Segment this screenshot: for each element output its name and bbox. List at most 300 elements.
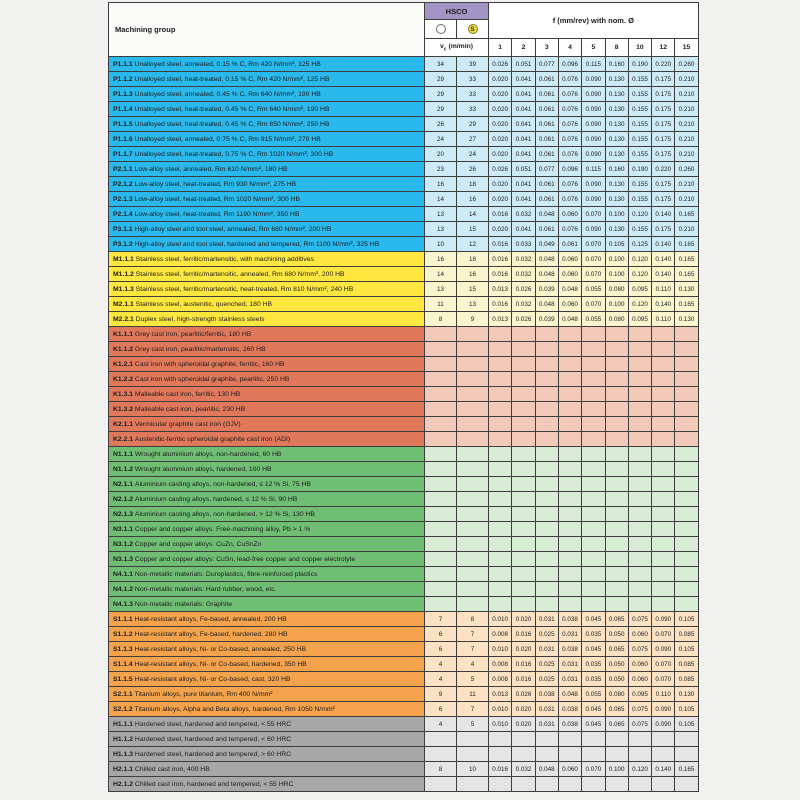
row-desc: Low-alloy steel, heat-treated, Rm 930 N/mm², 275 HB xyxy=(132,180,297,188)
table-row xyxy=(109,102,699,117)
row-desc: Aluminium casting alloys, non-hardened, ≤ 12 % Si, 75 HB xyxy=(133,480,311,488)
table-row xyxy=(109,417,699,432)
f-value: 0.120 xyxy=(628,762,651,777)
f-value: 0.032 xyxy=(512,267,535,282)
vc-circle-value: 14 xyxy=(425,267,457,282)
vc-s-value xyxy=(457,597,489,612)
row-code: N4.1.3 xyxy=(113,600,134,608)
row-desc: Non-metallic materials: Hard rubber, wood, etc. xyxy=(133,585,277,593)
row-code: P1.1.4 xyxy=(113,105,133,113)
f-value: 0.016 xyxy=(489,252,512,267)
f-value: 0.090 xyxy=(582,132,605,147)
f-value: 0.175 xyxy=(652,117,675,132)
f-value: 0.032 xyxy=(512,252,535,267)
vc-circle-value xyxy=(425,372,457,387)
f-value xyxy=(628,777,651,792)
f-value: 0.061 xyxy=(535,117,558,132)
machining-group-cell xyxy=(109,507,425,522)
f-value xyxy=(535,417,558,432)
row-desc: Low-alloy steel, heat-treated, Rm 1020 N/mm², 300 HB xyxy=(132,195,301,203)
machining-group-cell xyxy=(109,342,425,357)
f-value: 0.155 xyxy=(628,192,651,207)
f-value xyxy=(582,327,605,342)
row-desc: Aluminium casting alloys, hardened, ≤ 12 % Si, 90 HB xyxy=(133,495,298,503)
f-value: 0.050 xyxy=(605,657,628,672)
vc-s-value xyxy=(457,522,489,537)
f-value xyxy=(582,537,605,552)
f-value: 0.220 xyxy=(652,162,675,177)
row-desc: Vermicular graphite cast iron (GJV) xyxy=(133,420,241,428)
f-value xyxy=(512,582,535,597)
row-desc: Unalloyed steel, annealed, 0.75 % C, Rm 915 N/mm², 270 HB xyxy=(132,135,321,143)
row-desc: Wrought aluminium alloys, hardened, 100 HB xyxy=(133,465,272,473)
f-value: 0.010 xyxy=(489,717,512,732)
f-value: 0.140 xyxy=(652,762,675,777)
f-value: 0.061 xyxy=(535,177,558,192)
f-value: 0.105 xyxy=(675,702,698,717)
f-value: 0.130 xyxy=(605,87,628,102)
f-value: 0.061 xyxy=(558,237,581,252)
f-value xyxy=(558,432,581,447)
f-value: 0.020 xyxy=(512,717,535,732)
f-value: 0.060 xyxy=(558,267,581,282)
row-code: K2.2.1 xyxy=(113,435,134,443)
row-code: N2.1.3 xyxy=(113,510,134,518)
vc-s-value xyxy=(457,582,489,597)
f-value: 0.210 xyxy=(675,177,698,192)
f-value: 0.061 xyxy=(535,147,558,162)
row-code: M2.1.1 xyxy=(113,300,134,308)
table-row xyxy=(109,612,699,627)
f-value: 0.041 xyxy=(512,147,535,162)
f-value xyxy=(628,402,651,417)
f-value: 0.130 xyxy=(605,192,628,207)
f-value: 0.065 xyxy=(605,717,628,732)
f-value: 0.041 xyxy=(512,177,535,192)
f-value: 0.095 xyxy=(628,312,651,327)
f-value: 0.061 xyxy=(535,72,558,87)
table-header xyxy=(109,3,699,57)
f-value xyxy=(558,447,581,462)
f-value xyxy=(675,372,698,387)
table-row xyxy=(109,477,699,492)
row-desc: Unalloyed steel, heat-treated, 0.75 % C, Rm 1020 N/mm², 300 HB xyxy=(132,150,334,158)
table-row xyxy=(109,87,699,102)
f-value xyxy=(605,777,628,792)
row-code: N1.1.2 xyxy=(113,465,134,473)
machining-group-cell xyxy=(109,477,425,492)
f-value: 0.155 xyxy=(628,132,651,147)
f-value xyxy=(535,747,558,762)
vc-s-value xyxy=(457,537,489,552)
f-value xyxy=(582,492,605,507)
f-value xyxy=(605,462,628,477)
f-value: 0.155 xyxy=(628,102,651,117)
f-value xyxy=(558,537,581,552)
f-value xyxy=(675,432,698,447)
f-value: 0.008 xyxy=(489,627,512,642)
machining-group-cell xyxy=(109,192,425,207)
vc-circle-value: 34 xyxy=(425,57,457,72)
f-value xyxy=(535,522,558,537)
row-code: K1.3.1 xyxy=(113,390,134,398)
f-value: 0.096 xyxy=(558,57,581,72)
vc-circle-value: 4 xyxy=(425,657,457,672)
f-value: 0.041 xyxy=(512,192,535,207)
f-value xyxy=(535,402,558,417)
f-value xyxy=(582,552,605,567)
f-value xyxy=(582,357,605,372)
f-value: 0.010 xyxy=(489,612,512,627)
f-value: 0.048 xyxy=(535,252,558,267)
f-value: 0.048 xyxy=(558,282,581,297)
f-value: 0.016 xyxy=(489,207,512,222)
f-value: 0.026 xyxy=(489,57,512,72)
f-value: 0.048 xyxy=(558,312,581,327)
f-value xyxy=(535,507,558,522)
f-value: 0.070 xyxy=(582,207,605,222)
row-desc: Stainless steel, austenitic, quenched, 180 HB xyxy=(133,300,273,308)
vc-s-value xyxy=(457,387,489,402)
vc-circle-value xyxy=(425,582,457,597)
f-value: 0.175 xyxy=(652,87,675,102)
vc-circle-value: 13 xyxy=(425,222,457,237)
f-value xyxy=(512,507,535,522)
f-value: 0.038 xyxy=(558,642,581,657)
machining-group-cell xyxy=(109,777,425,792)
vc-circle-value xyxy=(425,522,457,537)
machining-group-cell xyxy=(109,522,425,537)
f-value: 0.076 xyxy=(558,72,581,87)
f-value xyxy=(652,537,675,552)
f-value: 0.076 xyxy=(558,102,581,117)
row-code: K1.3.2 xyxy=(113,405,134,413)
f-value: 0.090 xyxy=(652,612,675,627)
f-value xyxy=(512,447,535,462)
f-value: 0.038 xyxy=(558,717,581,732)
diameter-header-8: 8 xyxy=(605,39,628,57)
row-desc: Chilled cast iron, 400 HB xyxy=(133,765,210,773)
row-desc: Wrought aluminium alloys, non-hardened, 60 HB xyxy=(133,450,282,458)
f-value xyxy=(605,597,628,612)
table-row xyxy=(109,387,699,402)
f-value: 0.130 xyxy=(675,687,698,702)
f-value: 0.090 xyxy=(582,192,605,207)
f-value xyxy=(535,777,558,792)
f-value xyxy=(535,342,558,357)
f-value: 0.039 xyxy=(535,312,558,327)
row-code: P1.1.3 xyxy=(113,90,133,98)
vc-circle-value: 23 xyxy=(425,162,457,177)
f-value xyxy=(489,387,512,402)
machining-group-cell xyxy=(109,432,425,447)
f-value: 0.076 xyxy=(558,192,581,207)
vc-circle-value: 29 xyxy=(425,87,457,102)
vc-circle-value xyxy=(425,477,457,492)
vc-circle-value xyxy=(425,732,457,747)
f-value: 0.130 xyxy=(605,177,628,192)
f-value: 0.041 xyxy=(512,222,535,237)
f-value xyxy=(558,507,581,522)
row-code: N2.1.1 xyxy=(113,480,134,488)
f-value: 0.041 xyxy=(512,72,535,87)
f-value: 0.085 xyxy=(675,657,698,672)
f-value xyxy=(582,387,605,402)
vc-circle-value: 14 xyxy=(425,192,457,207)
f-value: 0.031 xyxy=(558,672,581,687)
f-value xyxy=(489,342,512,357)
f-value: 0.130 xyxy=(605,132,628,147)
f-value xyxy=(628,597,651,612)
diameter-header-10: 10 xyxy=(628,39,651,57)
vc-s-value xyxy=(457,747,489,762)
f-value xyxy=(558,522,581,537)
table-row xyxy=(109,177,699,192)
f-value: 0.016 xyxy=(489,267,512,282)
table-row xyxy=(109,492,699,507)
f-value: 0.048 xyxy=(535,297,558,312)
f-value: 0.076 xyxy=(558,177,581,192)
machining-group-cell xyxy=(109,237,425,252)
row-desc: Heat-resistant alloys, Ni- or Co-based, hardened, 350 HB xyxy=(132,660,307,668)
f-value: 0.013 xyxy=(489,312,512,327)
f-value: 0.031 xyxy=(535,612,558,627)
vc-s-value xyxy=(457,432,489,447)
row-code: P1.1.1 xyxy=(113,60,133,68)
f-value xyxy=(535,327,558,342)
f-value: 0.130 xyxy=(675,312,698,327)
machining-group-cell xyxy=(109,312,425,327)
f-value: 0.025 xyxy=(535,672,558,687)
machining-group-cell xyxy=(109,282,425,297)
f-value xyxy=(582,507,605,522)
table-row xyxy=(109,687,699,702)
f-value: 0.061 xyxy=(535,132,558,147)
vc-circle-value: 4 xyxy=(425,717,457,732)
f-value: 0.175 xyxy=(652,102,675,117)
f-value: 0.080 xyxy=(605,312,628,327)
f-value xyxy=(558,477,581,492)
vc-s-value: 18 xyxy=(457,252,489,267)
f-value: 0.041 xyxy=(512,87,535,102)
vc-circle-value xyxy=(425,747,457,762)
f-value: 0.120 xyxy=(628,252,651,267)
f-value: 0.041 xyxy=(512,102,535,117)
f-value: 0.130 xyxy=(605,222,628,237)
f-value xyxy=(582,417,605,432)
f-value xyxy=(535,447,558,462)
vc-circle-value: 6 xyxy=(425,702,457,717)
vc-circle-value: 13 xyxy=(425,282,457,297)
machining-group-cell xyxy=(109,597,425,612)
f-value xyxy=(489,372,512,387)
table-row xyxy=(109,522,699,537)
vc-s-value: 15 xyxy=(457,222,489,237)
f-value xyxy=(605,537,628,552)
f-value xyxy=(512,552,535,567)
vc-circle-value: 13 xyxy=(425,207,457,222)
f-value xyxy=(489,747,512,762)
f-value: 0.120 xyxy=(628,297,651,312)
machining-group-cell xyxy=(109,747,425,762)
f-value xyxy=(628,492,651,507)
f-value xyxy=(675,777,698,792)
f-value: 0.065 xyxy=(605,642,628,657)
row-desc: Low-alloy steel, heat-treated, Rm 1190 N/mm², 350 HB xyxy=(132,210,300,218)
f-value xyxy=(628,462,651,477)
f-value: 0.041 xyxy=(512,117,535,132)
vc-s-value xyxy=(457,357,489,372)
vc-circle-value xyxy=(425,567,457,582)
f-value: 0.100 xyxy=(605,252,628,267)
f-value xyxy=(652,567,675,582)
vc-label-base: v xyxy=(440,42,444,50)
f-value xyxy=(512,522,535,537)
f-value: 0.090 xyxy=(652,717,675,732)
f-value: 0.070 xyxy=(582,267,605,282)
f-value: 0.155 xyxy=(628,87,651,102)
f-value: 0.031 xyxy=(558,627,581,642)
vc-circle-value: 8 xyxy=(425,312,457,327)
f-value: 0.090 xyxy=(582,222,605,237)
table-row xyxy=(109,642,699,657)
vc-s-value: 7 xyxy=(457,702,489,717)
f-value: 0.140 xyxy=(652,297,675,312)
coated-column-header xyxy=(457,20,489,39)
machining-group-cell xyxy=(109,327,425,342)
machining-group-cell xyxy=(109,567,425,582)
row-desc: Heat-resistant alloys, Ni- or Co-based, cast, 320 HB xyxy=(132,675,291,683)
diameter-header-12: 12 xyxy=(652,39,675,57)
f-value xyxy=(558,387,581,402)
machining-group-cell xyxy=(109,537,425,552)
table-row xyxy=(109,312,699,327)
vc-s-value: 8 xyxy=(457,612,489,627)
table-row xyxy=(109,147,699,162)
f-value: 0.140 xyxy=(652,267,675,282)
f-value: 0.020 xyxy=(489,177,512,192)
row-code: K2.1.1 xyxy=(113,420,134,428)
f-value xyxy=(558,492,581,507)
f-value: 0.032 xyxy=(512,762,535,777)
machining-group-cell xyxy=(109,252,425,267)
f-value: 0.060 xyxy=(558,297,581,312)
f-value: 0.095 xyxy=(628,687,651,702)
f-value xyxy=(512,537,535,552)
f-value xyxy=(558,597,581,612)
f-value: 0.100 xyxy=(605,207,628,222)
f-value: 0.165 xyxy=(675,762,698,777)
vc-s-value xyxy=(457,342,489,357)
f-value xyxy=(675,492,698,507)
row-desc: Unalloyed steel, heat-treated, 0.45 % C, Rm 640 N/mm², 190 HB xyxy=(132,105,330,113)
table-row xyxy=(109,357,699,372)
f-value xyxy=(675,417,698,432)
f-value xyxy=(675,402,698,417)
vc-s-value: 12 xyxy=(457,237,489,252)
diameter-header-15: 15 xyxy=(675,39,698,57)
row-desc: Copper and copper alloys: CuZn, CuSnZn xyxy=(133,540,262,548)
f-value: 0.076 xyxy=(558,117,581,132)
f-value xyxy=(675,582,698,597)
f-value: 0.039 xyxy=(535,282,558,297)
f-value: 0.041 xyxy=(512,132,535,147)
f-value: 0.090 xyxy=(582,72,605,87)
f-value: 0.060 xyxy=(558,252,581,267)
f-value xyxy=(558,327,581,342)
row-code: P2.1.1 xyxy=(113,165,133,173)
vc-s-value: 24 xyxy=(457,147,489,162)
table-row xyxy=(109,432,699,447)
vc-circle-value xyxy=(425,492,457,507)
vc-circle-value xyxy=(425,327,457,342)
row-code: K1.2.1 xyxy=(113,360,134,368)
vc-label-sub: c xyxy=(443,46,447,53)
f-value xyxy=(628,372,651,387)
f-value: 0.210 xyxy=(675,192,698,207)
table-row xyxy=(109,582,699,597)
f-value xyxy=(652,597,675,612)
f-value xyxy=(605,387,628,402)
f-value: 0.210 xyxy=(675,87,698,102)
f-value: 0.013 xyxy=(489,282,512,297)
f-value xyxy=(558,372,581,387)
f-value: 0.090 xyxy=(582,102,605,117)
machining-group-cell xyxy=(109,612,425,627)
vc-circle-value xyxy=(425,462,457,477)
machining-group-cell xyxy=(109,462,425,477)
row-desc: Cast iron with spheroidal graphite, pearlitic, 250 HB xyxy=(133,375,290,383)
f-value: 0.110 xyxy=(652,282,675,297)
f-value xyxy=(512,387,535,402)
vc-s-value xyxy=(457,777,489,792)
f-value: 0.210 xyxy=(675,222,698,237)
table-row xyxy=(109,57,699,72)
vc-circle-value xyxy=(425,507,457,522)
f-value xyxy=(535,552,558,567)
f-value: 0.165 xyxy=(675,207,698,222)
f-value xyxy=(512,747,535,762)
f-value xyxy=(582,522,605,537)
row-code: H2.1.2 xyxy=(113,780,134,788)
f-value: 0.065 xyxy=(605,612,628,627)
vc-s-value: 14 xyxy=(457,207,489,222)
cutting-speed-header xyxy=(425,39,489,57)
f-value: 0.105 xyxy=(605,237,628,252)
f-value xyxy=(535,582,558,597)
table-row xyxy=(109,72,699,87)
f-value: 0.060 xyxy=(628,657,651,672)
f-value: 0.070 xyxy=(582,762,605,777)
f-value: 0.055 xyxy=(582,312,605,327)
f-value xyxy=(675,477,698,492)
f-value xyxy=(535,357,558,372)
row-desc: Heat-resistant alloys, Fe-based, hardened, 280 HB xyxy=(132,630,288,638)
vc-circle-value xyxy=(425,402,457,417)
row-code: N4.1.1 xyxy=(113,570,134,578)
f-value: 0.048 xyxy=(535,207,558,222)
f-value: 0.130 xyxy=(675,282,698,297)
f-value: 0.020 xyxy=(489,72,512,87)
f-value xyxy=(558,732,581,747)
f-value: 0.016 xyxy=(512,672,535,687)
f-value xyxy=(628,732,651,747)
row-code: N2.1.2 xyxy=(113,495,134,503)
f-value xyxy=(582,342,605,357)
s-coating-icon: S xyxy=(468,24,478,34)
vc-s-value: 33 xyxy=(457,87,489,102)
table-row xyxy=(109,267,699,282)
